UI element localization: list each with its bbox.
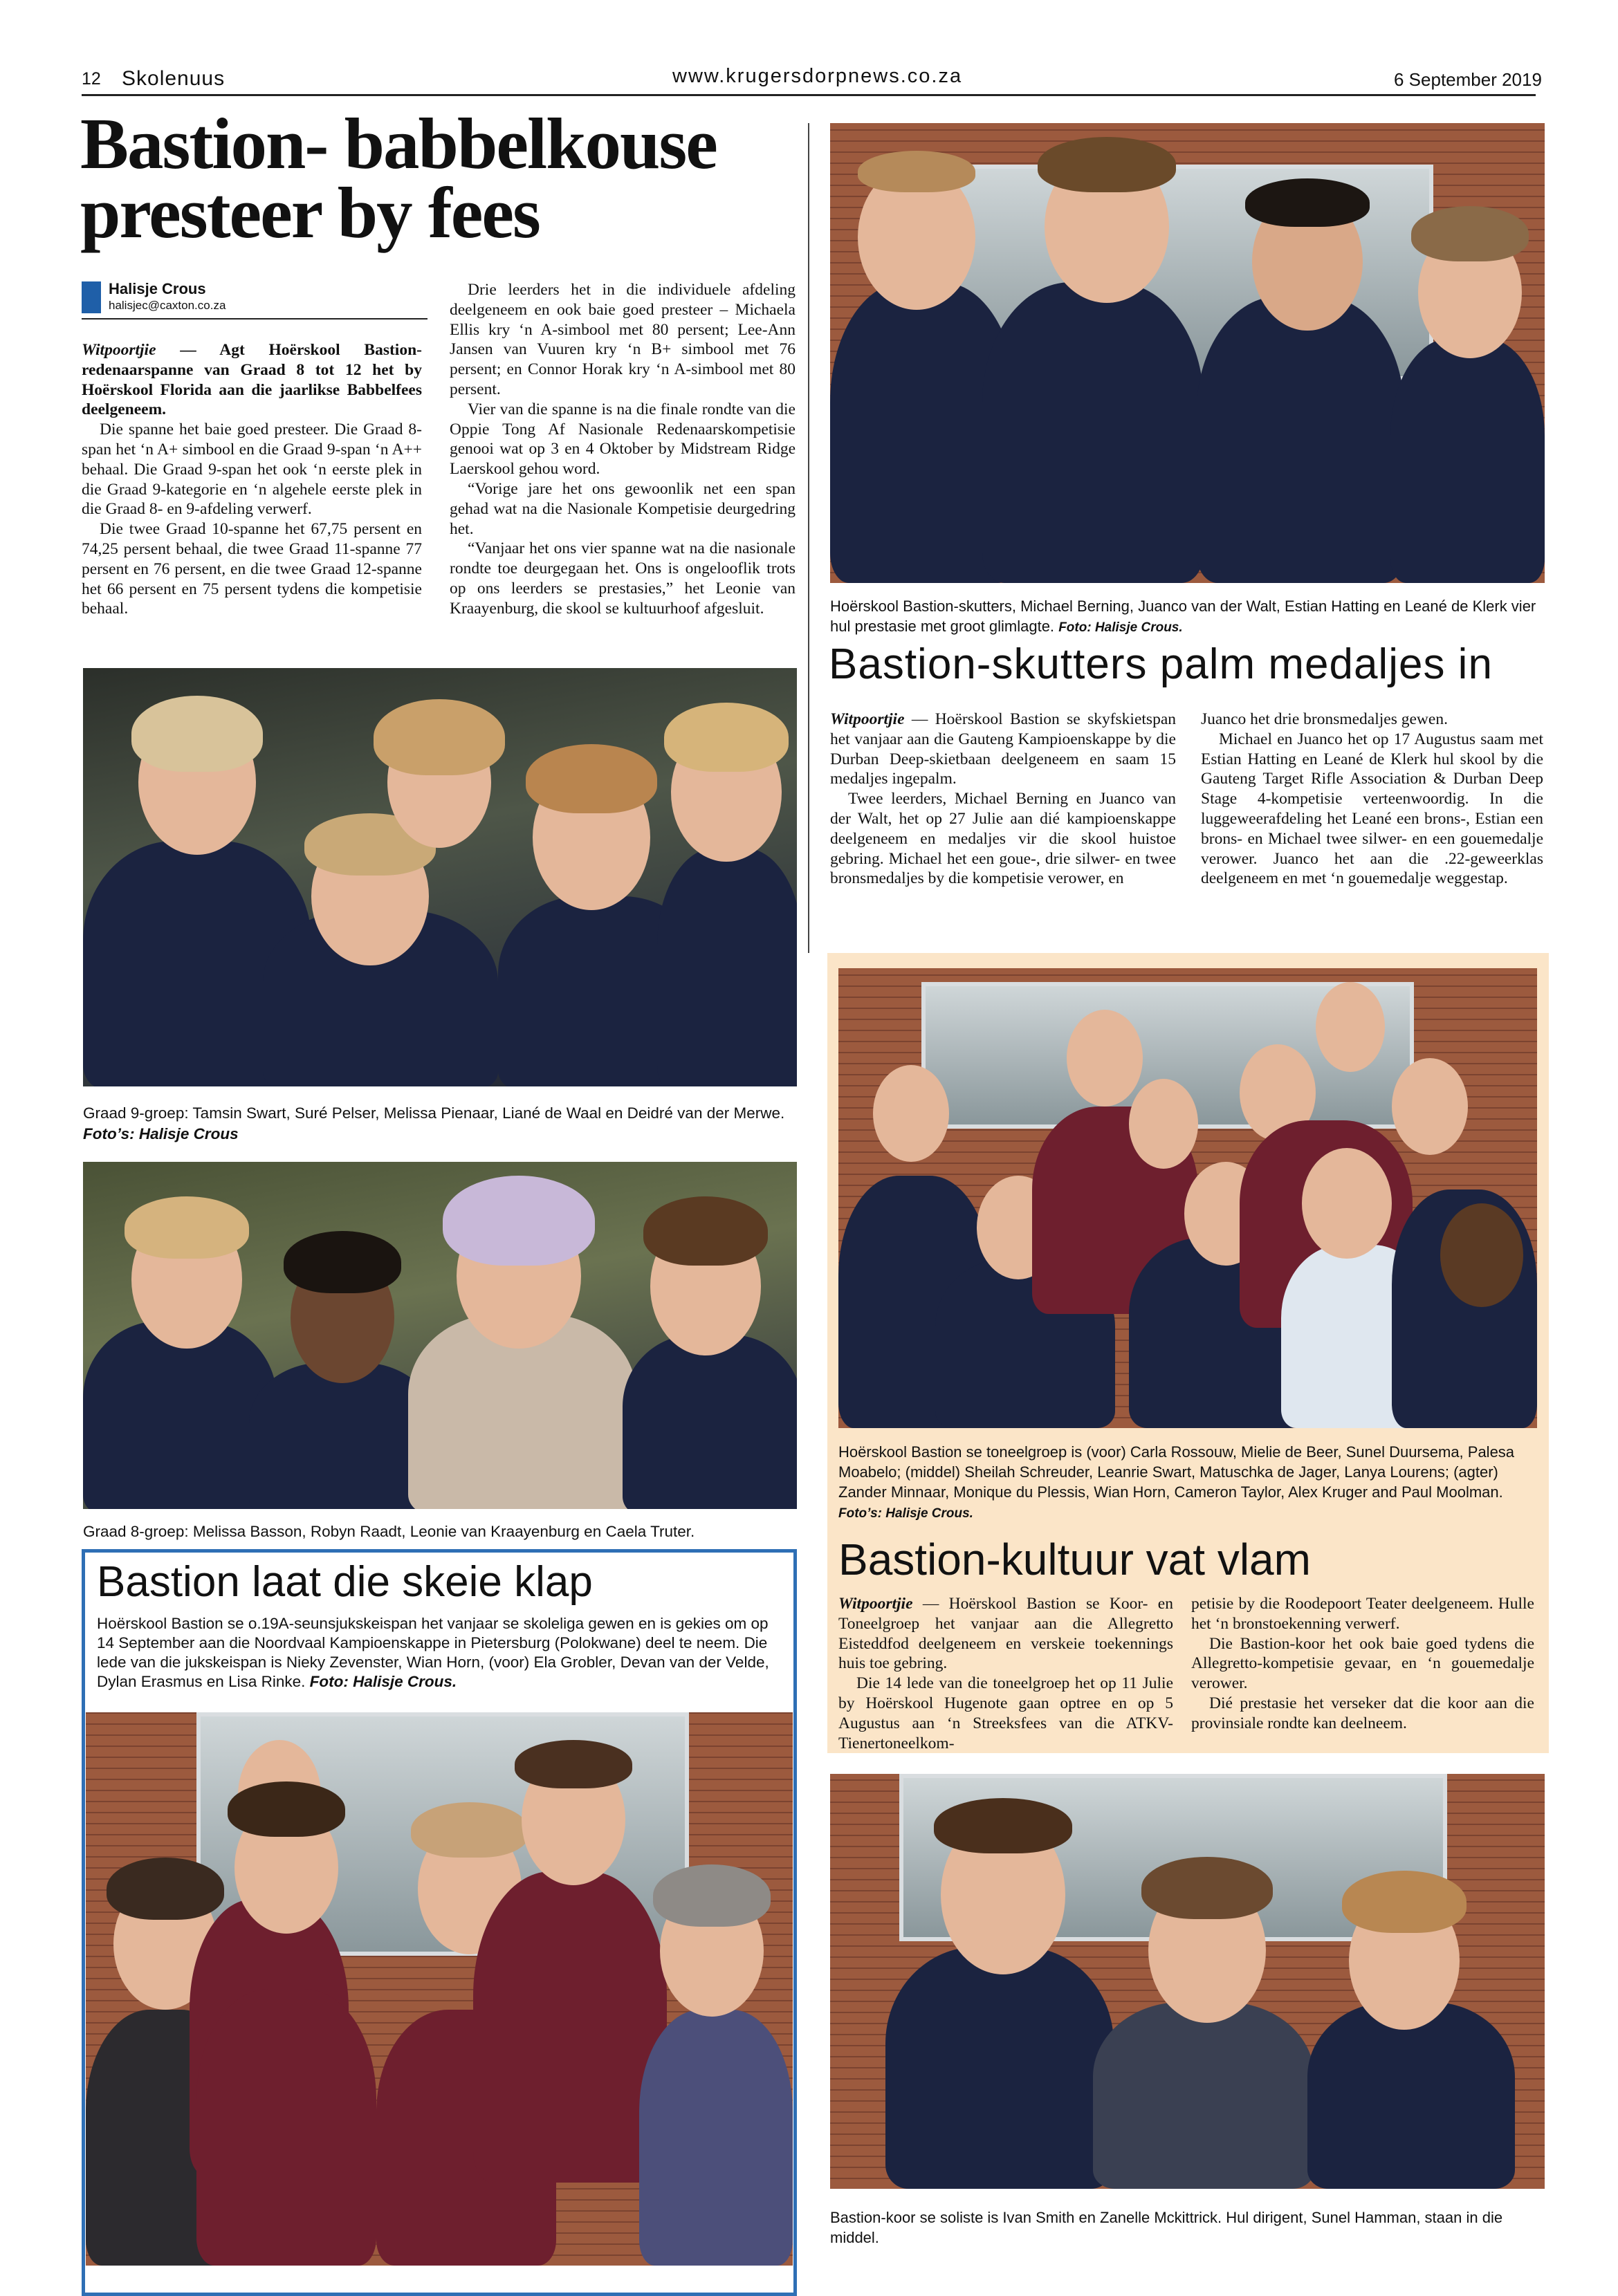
culture-intro: — Hoërskool Bastion se Koor- en Toneelgroep het vanjaar aan die Allegretto Eisteddfod deelgeneem en verskeie toekennings huis toe gebring. (838, 1595, 1173, 1673)
choir-soloists-photo (830, 1774, 1545, 2189)
grade9-caption-text: Graad 9-groep: Tamsin Swart, Suré Pelser, Melissa Pienaar, Liané de Waal en Deidré van der Merwe. (83, 1104, 785, 1122)
main-headline (80, 103, 813, 253)
shooters-headline: Bastion-skutters palm medaljes in (829, 640, 1493, 688)
page-number: 12 (82, 69, 101, 89)
culture-headline: Bastion-kultuur vat vlam (838, 1535, 1311, 1584)
jukskei-headline: Bastion laat die skeie klap (97, 1558, 593, 1606)
culture-col1-p2: Die 14 lede van die toneelgroep het op 11 Julie by Hoërskool Hugenote gaan optree en op 5 Augustus aan ‘n Streeksfees van die ATKV-Tienertoneelkom- (838, 1674, 1173, 1752)
grade8-group-photo (83, 1162, 797, 1509)
main-col2-p4: “Vanjaar het ons vier spanne wat na die nasionale rondte toe deurgegaan het. Ons is ongelooflik trots op ons leerders se prestasies,” het Leonie van Kraayenburg, die skool se kultuurhoof afgesluit. (450, 539, 796, 618)
main-col2-p3: “Vorige jare het ons gewoonlik net een span gehad wat na die Nasionale Kompetisie deurgedring het. (450, 479, 796, 538)
grade8-caption: Graad 8-groep: Melissa Basson, Robyn Raadt, Leonie van Kraayenburg en Caela Truter. (83, 1523, 695, 1540)
jukskei-photo-credit: Foto: Halisje Crous. (309, 1673, 457, 1690)
site-url[interactable]: www.krugersdorpnews.co.za (672, 65, 963, 87)
main-article-column-2 (450, 280, 796, 619)
section-name: Skolenuus (122, 67, 226, 90)
culture-column-2 (1191, 1594, 1534, 1734)
headline-line-2: presteer by fees (80, 172, 540, 253)
header-rule (82, 94, 1536, 96)
shooters-caption-text: Hoërskool Bastion-skutters, Michael Berning, Juanco van der Walt, Estian Hatting en Leané de Klerk vier hul prestasie met groot glimlagte. (830, 598, 1536, 635)
shooters-caption (830, 596, 1543, 638)
headline-line-1: Bastion- babbelkouse (80, 103, 717, 184)
byline-name: Halisje Crous (109, 280, 206, 297)
main-col1-p2: Die twee Graad 10-spanne het 67,75 persent en 74,25 persent behaal, die twee Graad 11-spanne 77 persent en 76 persent, en die twee Graad 12-spanne het 66 persent en 75 persent tydens die kompetisie behaal. (82, 520, 422, 618)
drama-group-photo (838, 968, 1537, 1428)
grade9-group-photo (83, 668, 797, 1086)
culture-col2-p3: Dié prestasie het verseker dat die koor aan die provinsiale rondte kan deelneem. (1191, 1694, 1534, 1732)
jukskei-text: Hoërskool Bastion se o.19A-seunsjukskeispan het vanjaar se skoleliga gewen en is gekies om op 14 September aan die Noordvaal Kampioenskappe in Pietersburg (Polokwane) deel te neem. Die lede van die jukskeispan is Nieky Zevenster, Wian Horn, (voor) Ela Grobler, Devan van der Velde, Dylan Erasmus en Lisa Rinke. (97, 1615, 769, 1690)
main-col2-p2: Vier van die spanne is na die finale rondte van die Oppie Tong Af Nasionale Redenaarskompetisie genooi wat op 3 en 4 Oktober by Midstream Ridge Laerskool gehou word. (450, 400, 796, 479)
jukskei-team-photo (86, 1712, 793, 2266)
shooters-col1-p2: Twee leerders, Michael Berning en Juanco van der Walt, het op 27 Julie aan dié kampioenskappe deelgeneem en medaljes vir die skool huistoe gebring. Michael het een goue-, drie silwer- en twee bronsmedaljes by die kompetisie verower, en (830, 790, 1176, 888)
byline-email[interactable]: halisjec@caxton.co.za (109, 299, 226, 312)
grade9-photo-credit: Foto’s: Halisje Crous (83, 1125, 239, 1142)
byline-rule (82, 318, 428, 320)
issue-date: 6 September 2019 (1394, 69, 1542, 90)
main-col1-p1: Die spanne het baie goed presteer. Die Graad 8-span het ‘n A+ simbool en die Graad 9-span ‘n A++ behaal. Die Graad 9-span het ook ‘n eerste plek in die Graad 9-kategorie en ‘n algehele eerste plek in die Graad 8- en 9-afdeling verwerf. (82, 420, 422, 519)
main-dateline: Witpoortjie (82, 341, 156, 359)
shooters-photo-credit: Foto: Halisje Crous. (1058, 620, 1183, 635)
shooters-dateline: Witpoortjie (830, 710, 905, 728)
shooters-intro: — Hoërskool Bastion se skyfskietspan het vanjaar aan die Gauteng Kampioenskappe by die Durban Deep-skietbaan deelgeneem en saam 15 medaljes ingepalm. (830, 710, 1176, 788)
shooters-col2-p1: Juanco het drie bronsmedaljes gewen. (1201, 710, 1448, 728)
grade9-caption (83, 1103, 796, 1145)
culture-dateline: Witpoortjie (838, 1595, 913, 1613)
main-col2-p1: Drie leerders het in die individuele afdeling deelgeneem en ook baie goed presteer – Michaela Ellis kry ‘n A-simbool met 80 persent; Lee-Ann Jansen van Vuuren kry ‘n B+ simbool met 76 persent; en Connor Horak kry ‘n A-simbool met 80 persent. (450, 281, 796, 398)
drama-caption (838, 1442, 1534, 1524)
choir-caption: Bastion-koor se soliste is Ivan Smith en Zanelle Mckittrick. Hul dirigent, Sunel Hamman, staan in die middel. (830, 2209, 1503, 2246)
shooters-column-1 (830, 710, 1176, 889)
main-intro: — Agt Hoërskool Bastion-redenaarspanne van Graad 8 tot 12 het by Hoërskool Florida aan die jaarlikse Babbelfees deelgeneem. (82, 341, 422, 419)
culture-column-1 (838, 1594, 1173, 1753)
drama-caption-text: Hoërskool Bastion se toneelgroep is (voor) Carla Rossouw, Mielie de Beer, Sunel Duursema, Palesa Moabelo; (middel) Sheilah Schreuder, Leanrie Swart, Matuschka de Jager, Lanya Lourens; (agter) Zander Minnaar, Monique du Plessis, Wian Horn, Cameron Taylor, Alex Kruger and Paul Moolman. (838, 1443, 1515, 1501)
drama-photo-credit: Foto’s: Halisje Crous. (838, 1506, 973, 1521)
culture-col2-p2: Die Bastion-koor het ook baie goed tydens die Allegretto-kompetisie gevaar, en ‘n gouemedalje verower. (1191, 1634, 1534, 1693)
culture-col2-p1: petisie by die Roodepoort Teater deelgeneem. Hulle het ‘n bronstoekenning verwerf. (1191, 1595, 1534, 1633)
shooters-col2-p2: Michael en Juanco het op 17 Augustus saam met Estian Hatting en Leané de Klerk hul skool by die Gauteng Target Rifle Association & Durban Deep Stage 4-kompetisie verteenwoordig. In die luggeweerafdeling het Leané een brons-, Estian een brons- en Michael twee silwer- en een gouemedalje verower. Juanco het aan die .22-geweerklas deelgeneem en met ‘n gouemedalje weggestap. (1201, 730, 1543, 888)
main-article-column-1 (82, 340, 422, 619)
shooters-photo (830, 123, 1545, 583)
byline-marker (82, 281, 101, 313)
jukskei-text-block (97, 1614, 782, 1692)
shooters-column-2 (1201, 710, 1543, 889)
column-divider (808, 123, 809, 953)
